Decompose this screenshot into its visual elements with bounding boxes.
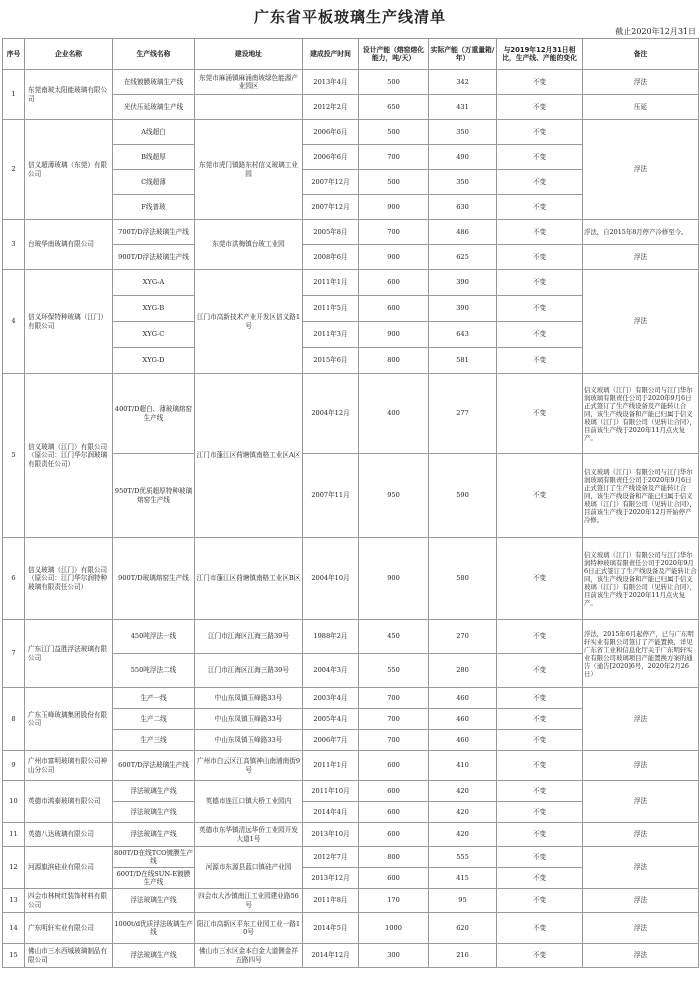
capacity-change: 不变: [497, 781, 583, 802]
capacity-change: 不变: [497, 374, 583, 454]
start-date: 2011年3月: [303, 322, 359, 348]
capacity-change: 不变: [497, 454, 583, 538]
row-number: 7: [3, 620, 25, 688]
capacity-change: 不变: [497, 889, 583, 913]
design-capacity: 600: [359, 296, 429, 322]
build-address: 东莞市麻涌镇麻涌南坡绿色能源产业园区: [195, 70, 303, 95]
design-capacity: 450: [359, 620, 429, 654]
design-capacity: 700: [359, 145, 429, 170]
design-capacity: 400: [359, 374, 429, 454]
company-name: 四会市林树红装饰材料有限公司: [25, 889, 113, 913]
capacity-change: 不变: [497, 322, 583, 348]
line-name: 生产一线: [113, 688, 195, 709]
header-row: [3, 39, 699, 70]
company-name: 英德八达玻璃有限公司: [25, 823, 113, 847]
remark: 浮法: [583, 847, 699, 889]
start-date: 2011年10月: [303, 781, 359, 802]
start-date: 2007年11月: [303, 454, 359, 538]
header-cell: 设计产能（熔窑熔化能力，吨/天）: [359, 39, 429, 70]
start-date: 2015年6月: [303, 348, 359, 374]
company-name: 佛山市三水西城玻璃制品有限公司: [25, 944, 113, 968]
capacity-change: 不变: [497, 70, 583, 95]
table-row: [3, 270, 699, 296]
design-capacity: 600: [359, 270, 429, 296]
capacity-change: 不变: [497, 688, 583, 709]
company-name: 信义环保特种玻璃（江门）有限公司: [25, 270, 113, 374]
line-name: XYG-C: [113, 322, 195, 348]
remark: 浮法: [583, 270, 699, 374]
start-date: 2014年12月: [303, 944, 359, 968]
design-capacity: 600: [359, 802, 429, 823]
table-row: [3, 913, 699, 944]
design-capacity: 950: [359, 454, 429, 538]
design-capacity: 800: [359, 847, 429, 868]
start-date: 1988年2月: [303, 620, 359, 654]
row-number: 5: [3, 374, 25, 538]
table-row: [3, 751, 699, 781]
line-name: 700T/D浮法玻璃生产线: [113, 220, 195, 245]
table-row: [3, 120, 699, 145]
company-name: 东莞南玻太阳能玻璃有限公司: [25, 70, 113, 120]
design-capacity: 900: [359, 245, 429, 270]
table-row: [3, 688, 699, 709]
header-cell: 建成投产时间: [303, 39, 359, 70]
line-name: 900T/D浮法玻璃生产线: [113, 245, 195, 270]
capacity-change: 不变: [497, 120, 583, 145]
table-row: [3, 823, 699, 847]
as-of-date: 截止2020年12月31日: [615, 27, 696, 36]
remark: 信义玻璃（江门）有限公司与江门华尔润玻璃有限责任公司于2020年9月6日正式签订了生产线设备及产能转让合同，该生产线设备和产能已归属于信义玻璃（江门）有限公司（见转让合同），目前该生产线于2020年12月开始停产冷修。: [583, 454, 699, 538]
design-capacity: 700: [359, 220, 429, 245]
line-name: 生产二线: [113, 709, 195, 730]
start-date: 2011年5月: [303, 296, 359, 322]
capacity-change: 不变: [497, 245, 583, 270]
page-title: 广东省平板玻璃生产线清单: [253, 8, 446, 26]
line-name: 950T/D优质超厚特种玻璃熔窑生产线: [113, 454, 195, 538]
design-capacity: 1000: [359, 913, 429, 944]
actual-capacity: 580: [429, 538, 497, 620]
line-name: B线超厚: [113, 145, 195, 170]
line-name: 在线镀膜玻璃生产线: [113, 70, 195, 95]
start-date: 2008年6月: [303, 245, 359, 270]
actual-capacity: 643: [429, 322, 497, 348]
start-date: 2003年4月: [303, 688, 359, 709]
remark: 浮法，2015年6月起停产，已与广东明轩实业有限公司签订了产能置换，详见广东省工业和信息化厅关于广东明轩实业有限公司玻璃项目产能置换方案的通告（通告[2020]6号，2020年2月26日）: [583, 620, 699, 688]
start-date: 2014年5月: [303, 913, 359, 944]
company-name: 河源旗滨硅业有限公司: [25, 847, 113, 889]
capacity-change: 不变: [497, 751, 583, 781]
header-cell: 与2019年12月31日相比，生产线、产能的变化: [497, 39, 583, 70]
start-date: 2012年7月: [303, 847, 359, 868]
build-address: 佛山市三水区金本白金大道侧金祥五路四号: [195, 944, 303, 968]
design-capacity: 170: [359, 889, 429, 913]
actual-capacity: 350: [429, 120, 497, 145]
table-row: [3, 538, 699, 620]
row-number: 15: [3, 944, 25, 968]
actual-capacity: 410: [429, 751, 497, 781]
line-name: C线超薄: [113, 170, 195, 195]
start-date: 2006年6月: [303, 145, 359, 170]
table-row: [3, 781, 699, 802]
table-row: [3, 847, 699, 868]
start-date: 2004年10月: [303, 538, 359, 620]
actual-capacity: 490: [429, 145, 497, 170]
capacity-change: 不变: [497, 709, 583, 730]
company-name: 英德市鸿泰玻璃有限公司: [25, 781, 113, 823]
capacity-change: 不变: [497, 823, 583, 847]
actual-capacity: 420: [429, 781, 497, 802]
actual-capacity: 555: [429, 847, 497, 868]
actual-capacity: 460: [429, 730, 497, 751]
capacity-change: 不变: [497, 944, 583, 968]
capacity-change: 不变: [497, 730, 583, 751]
capacity-change: 不变: [497, 296, 583, 322]
design-capacity: 700: [359, 709, 429, 730]
actual-capacity: 390: [429, 270, 497, 296]
actual-capacity: 415: [429, 868, 497, 889]
build-address: 江门市江海区江海三路39号: [195, 620, 303, 654]
row-number: 11: [3, 823, 25, 847]
capacity-change: 不变: [497, 847, 583, 868]
build-address: 广州市白云区江高镇神山南浦南街9号: [195, 751, 303, 781]
actual-capacity: 280: [429, 654, 497, 688]
build-address: 中山东凤镇玉峰路33号: [195, 730, 303, 751]
design-capacity: 500: [359, 70, 429, 95]
build-address: 江门市江海区江海三路39号: [195, 654, 303, 688]
row-number: 10: [3, 781, 25, 823]
remark: 浮法，自2015年8月停产冷修至今。: [583, 220, 699, 245]
line-name: 550吨浮法二线: [113, 654, 195, 688]
remark: 信义玻璃（江门）有限公司与江门华尔润特种玻璃有限责任公司于2020年9月6日正式签订了生产线设备及产能转让合同，该生产线设备和产能已归属于信义玻璃（江门）有限公司（见转让合同），目前该生产线于2020年11月点火复产。: [583, 538, 699, 620]
design-capacity: 500: [359, 170, 429, 195]
line-name: F线普玻: [113, 195, 195, 220]
header-cell: 生产线名称: [113, 39, 195, 70]
row-number: 13: [3, 889, 25, 913]
start-date: 2006年7月: [303, 730, 359, 751]
capacity-change: 不变: [497, 868, 583, 889]
row-number: 1: [3, 70, 25, 120]
line-name: 生产三线: [113, 730, 195, 751]
build-address: 英德市连江口镇大桥工业园内: [195, 781, 303, 823]
header-cell: 实际产能（万重量箱/年）: [429, 39, 497, 70]
actual-capacity: 581: [429, 348, 497, 374]
capacity-change: 不变: [497, 220, 583, 245]
build-address: [195, 95, 303, 120]
build-address: 四会市大沙镇南江工业园建业路56号: [195, 889, 303, 913]
capacity-change: 不变: [497, 270, 583, 296]
design-capacity: 700: [359, 730, 429, 751]
actual-capacity: 95: [429, 889, 497, 913]
start-date: 2004年3月: [303, 654, 359, 688]
row-number: 3: [3, 220, 25, 270]
remark: 浮法: [583, 120, 699, 220]
capacity-change: 不变: [497, 145, 583, 170]
actual-capacity: 277: [429, 374, 497, 454]
production-line-table: [2, 38, 699, 968]
capacity-change: 不变: [497, 913, 583, 944]
actual-capacity: 620: [429, 913, 497, 944]
line-name: XYG-D: [113, 348, 195, 374]
start-date: 2006年6月: [303, 120, 359, 145]
start-date: 2011年1月: [303, 751, 359, 781]
company-name: 广东江门益胜浮法玻璃有限公司: [25, 620, 113, 688]
remark: 浮法: [583, 889, 699, 913]
remark: 信义玻璃（江门）有限公司与江门华尔润玻璃有限责任公司于2020年9月6日正式签订了生产线设备及产能转让合同，该生产线设备和产能已归属于信义玻璃（江门）有限公司（见转让合同），目前该生产线于2020年11月点火复产。: [583, 374, 699, 454]
line-name: 浮法玻璃生产线: [113, 823, 195, 847]
remark: 浮法: [583, 245, 699, 270]
start-date: 2013年12月: [303, 868, 359, 889]
row-number: 8: [3, 688, 25, 751]
row-number: 12: [3, 847, 25, 889]
line-name: 900T/D玻璃熔窑生产线: [113, 538, 195, 620]
line-name: 浮法玻璃生产线: [113, 944, 195, 968]
capacity-change: 不变: [497, 170, 583, 195]
row-number: 6: [3, 538, 25, 620]
build-address: 江门市蓬江区荷塘镇南格工业区A区: [195, 374, 303, 538]
start-date: 2005年8月: [303, 220, 359, 245]
actual-capacity: 630: [429, 195, 497, 220]
line-name: XYG-B: [113, 296, 195, 322]
row-number: 14: [3, 913, 25, 944]
actual-capacity: 590: [429, 454, 497, 538]
remark: 浮法: [583, 823, 699, 847]
header-cell: 企业名称: [25, 39, 113, 70]
start-date: 2007年12月: [303, 170, 359, 195]
line-name: 600T/D在线SUN-E镀膜生产线: [113, 868, 195, 889]
capacity-change: 不变: [497, 654, 583, 688]
header-cell: 建设地址: [195, 39, 303, 70]
design-capacity: 600: [359, 823, 429, 847]
build-address: 江门市高新技术产业开发区信义路1号: [195, 270, 303, 374]
remark: 浮法: [583, 688, 699, 751]
line-name: 600T/D浮法玻璃生产线: [113, 751, 195, 781]
build-address: 阳江市高新区平东工业园工业一路10号: [195, 913, 303, 944]
build-address: 江门市蓬江区荷塘镇南格工业区B区: [195, 538, 303, 620]
build-address: 河源市东源县蓝口镇硅产业园: [195, 847, 303, 889]
actual-capacity: 420: [429, 823, 497, 847]
actual-capacity: 216: [429, 944, 497, 968]
line-name: 浮法玻璃生产线: [113, 802, 195, 823]
row-number: 4: [3, 270, 25, 374]
design-capacity: 900: [359, 195, 429, 220]
start-date: 2011年1月: [303, 270, 359, 296]
company-name: 信义玻璃（江门）有限公司（原公司：江门华尔润特种玻璃有限责任公司）: [25, 538, 113, 620]
design-capacity: 800: [359, 348, 429, 374]
actual-capacity: 270: [429, 620, 497, 654]
company-name: 台玻华南玻璃有限公司: [25, 220, 113, 270]
build-address: 中山东凤镇玉峰路33号: [195, 709, 303, 730]
company-name: 广东明轩实业有限公司: [25, 913, 113, 944]
table-row: [3, 620, 699, 654]
design-capacity: 500: [359, 120, 429, 145]
design-capacity: 550: [359, 654, 429, 688]
actual-capacity: 625: [429, 245, 497, 270]
line-name: 浮法玻璃生产线: [113, 889, 195, 913]
actual-capacity: 431: [429, 95, 497, 120]
table-row: [3, 374, 699, 454]
line-name: 800T/D在线TCO镀膜生产线: [113, 847, 195, 868]
line-name: XYG-A: [113, 270, 195, 296]
line-name: 光伏压延玻璃生产线: [113, 95, 195, 120]
line-name: 1000t/d优质浮法玻璃生产线: [113, 913, 195, 944]
company-name: 广州市富明玻璃有限公司神山分公司: [25, 751, 113, 781]
company-name: 信义玻璃（江门）有限公司（原公司：江门华尔润玻璃有限责任公司）: [25, 374, 113, 538]
start-date: 2013年4月: [303, 70, 359, 95]
row-number: 2: [3, 120, 25, 220]
remark: 浮法: [583, 751, 699, 781]
start-date: 2004年12月: [303, 374, 359, 454]
row-number: 9: [3, 751, 25, 781]
build-address: 东莞市虎门镇路东村信义玻璃工业园: [195, 120, 303, 220]
actual-capacity: 486: [429, 220, 497, 245]
remark: 浮法: [583, 944, 699, 968]
actual-capacity: 342: [429, 70, 497, 95]
start-date: 2013年10月: [303, 823, 359, 847]
start-date: 2011年8月: [303, 889, 359, 913]
table-row: [3, 944, 699, 968]
design-capacity: 300: [359, 944, 429, 968]
table-row: [3, 889, 699, 913]
capacity-change: 不变: [497, 802, 583, 823]
start-date: 2014年4月: [303, 802, 359, 823]
capacity-change: 不变: [497, 95, 583, 120]
header-cell: 备注: [583, 39, 699, 70]
line-name: 450吨浮法一线: [113, 620, 195, 654]
design-capacity: 900: [359, 538, 429, 620]
actual-capacity: 460: [429, 709, 497, 730]
design-capacity: 600: [359, 781, 429, 802]
capacity-change: 不变: [497, 195, 583, 220]
build-address: 中山东凤镇玉峰路33号: [195, 688, 303, 709]
capacity-change: 不变: [497, 348, 583, 374]
design-capacity: 650: [359, 95, 429, 120]
remark: 浮法: [583, 70, 699, 95]
company-name: 信义超薄玻璃（东莞）有限公司: [25, 120, 113, 220]
start-date: 2005年4月: [303, 709, 359, 730]
actual-capacity: 420: [429, 802, 497, 823]
remark: 浮法: [583, 913, 699, 944]
table-row: [3, 70, 699, 95]
capacity-change: 不变: [497, 538, 583, 620]
actual-capacity: 390: [429, 296, 497, 322]
start-date: 2012年2月: [303, 95, 359, 120]
remark: 浮法: [583, 781, 699, 823]
design-capacity: 700: [359, 688, 429, 709]
design-capacity: 600: [359, 868, 429, 889]
start-date: 2007年12月: [303, 195, 359, 220]
build-address: 英德市东华镇清远华侨工业园开发大道1号: [195, 823, 303, 847]
build-address: 东莞市洪梅镇台玻工业园: [195, 220, 303, 270]
company-name: 广东玉峰玻璃集团股份有限公司: [25, 688, 113, 751]
line-name: 浮法玻璃生产线: [113, 781, 195, 802]
design-capacity: 600: [359, 751, 429, 781]
line-name: 400T/D超白、薄玻璃熔窑生产线: [113, 374, 195, 454]
line-name: A线超白: [113, 120, 195, 145]
table-row: [3, 220, 699, 245]
header-cell: 序号: [3, 39, 25, 70]
remark: 压延: [583, 95, 699, 120]
actual-capacity: 350: [429, 170, 497, 195]
actual-capacity: 460: [429, 688, 497, 709]
capacity-change: 不变: [497, 620, 583, 654]
design-capacity: 900: [359, 322, 429, 348]
